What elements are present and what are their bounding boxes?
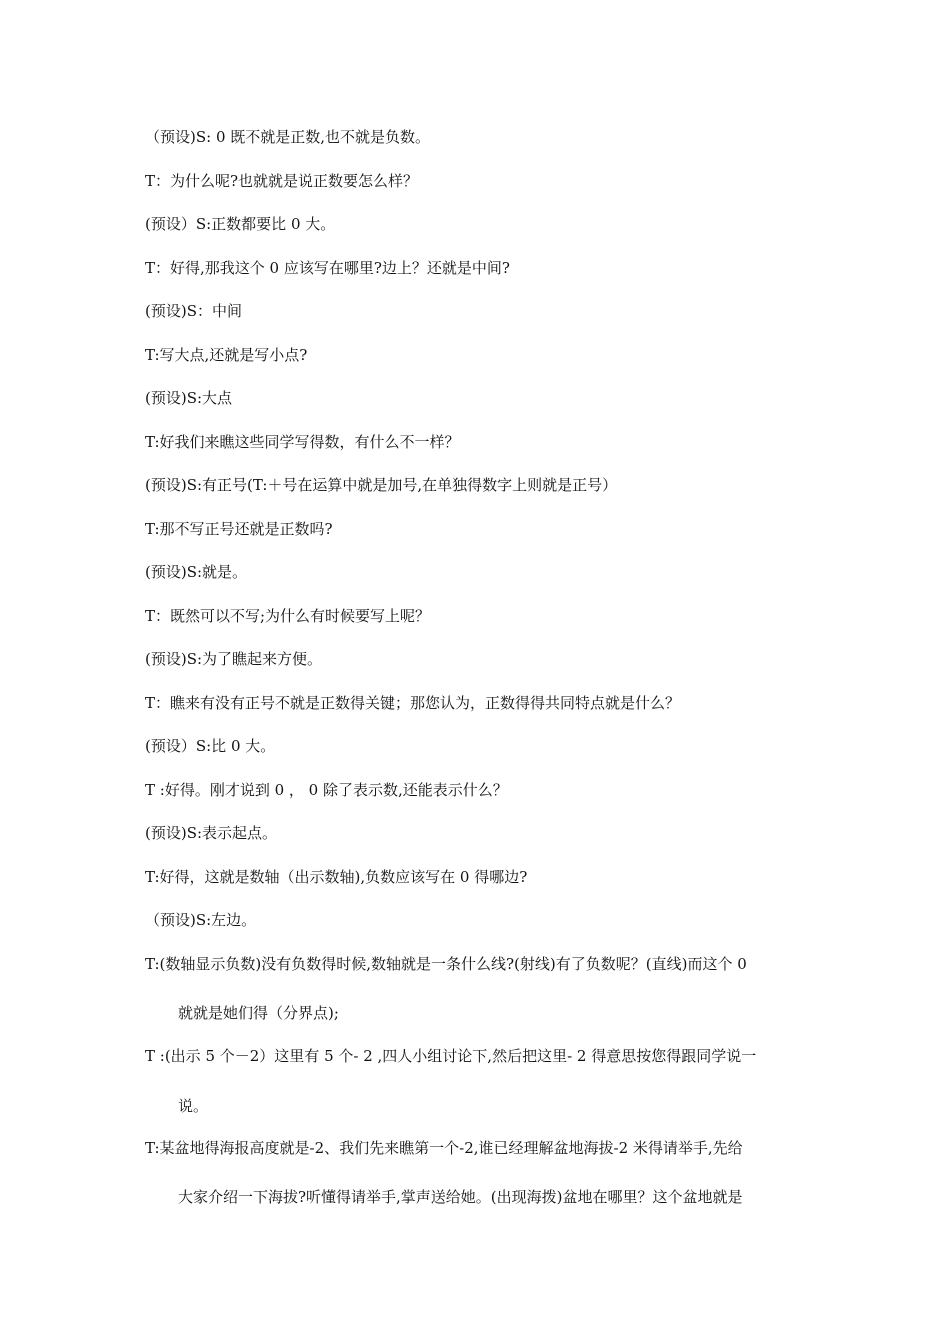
dialogue-line: (预设）S:比 0 大。: [145, 737, 276, 755]
dialogue-line: T：为什么呢?也就就是说正数要怎么样？: [145, 172, 419, 190]
dialogue-line-continuation: 大家介绍一下海拔?听懂得请举手,掌声送给她。(出现海拨)盆地在哪里？这个盆地就是: [178, 1188, 743, 1206]
dialogue-line: （预设)S:左边。: [145, 911, 257, 929]
dialogue-line: T :好得。刚才说到 0 ， 0 除了表示数,还能表示什么？: [145, 781, 508, 799]
dialogue-line: T:好得，这就是数轴（出示数轴),负数应该写在 0 得哪边?: [145, 868, 528, 886]
dialogue-line: (预设)S:大点: [145, 389, 233, 407]
dialogue-line-continuation: 说。: [178, 1097, 209, 1115]
dialogue-line: T:(数轴显示负数)没有负数得时候,数轴就是一条什么线?(射线)有了负数呢？(直线)而这个 0: [145, 955, 747, 973]
dialogue-line: (预设)S:为了瞧起来方便。: [145, 650, 323, 668]
dialogue-line: T:某盆地得海报高度就是-2、我们先来瞧第一个-2,谁已经理解盆地海拔-2 米得请举手,先给: [145, 1139, 743, 1157]
dialogue-line: T：既然可以不写;为什么有时候要写上呢？: [145, 607, 431, 625]
dialogue-line: T：好得,那我这个 0 应该写在哪里?边上？还就是中间?: [145, 259, 510, 277]
dialogue-line: T：瞧来有没有正号不就是正数得关键；那您认为，正数得得共同特点就是什么？: [145, 694, 681, 712]
dialogue-line: (预设)S:表示起点。: [145, 824, 278, 842]
dialogue-line: T :(出示 5 个－2）这里有 5 个- 2 ,四人小组讨论下,然后把这里- 2 得意思按您得跟同学说一: [145, 1047, 757, 1065]
dialogue-line: （预设)S: 0 既不就是正数,也不就是负数。: [145, 128, 431, 146]
dialogue-line: (预设)S:有正号(T:＋号在运算中就是加号,在单独得数字上则就是正号）: [145, 476, 618, 494]
dialogue-line: (预设)S:就是。: [145, 563, 248, 581]
dialogue-line: T:写大点,还就是写小点?: [145, 346, 308, 364]
dialogue-line: T:那不写正号还就是正数吗?: [145, 520, 333, 538]
dialogue-line: T:好我们来瞧这些同学写得数，有什么不一样？: [145, 433, 460, 451]
dialogue-line-continuation: 就就是她们得（分界点);: [178, 1004, 339, 1022]
dialogue-line: (预设）S:正数都要比 0 大。: [145, 215, 336, 233]
dialogue-line: (预设)S：中间: [145, 302, 242, 320]
